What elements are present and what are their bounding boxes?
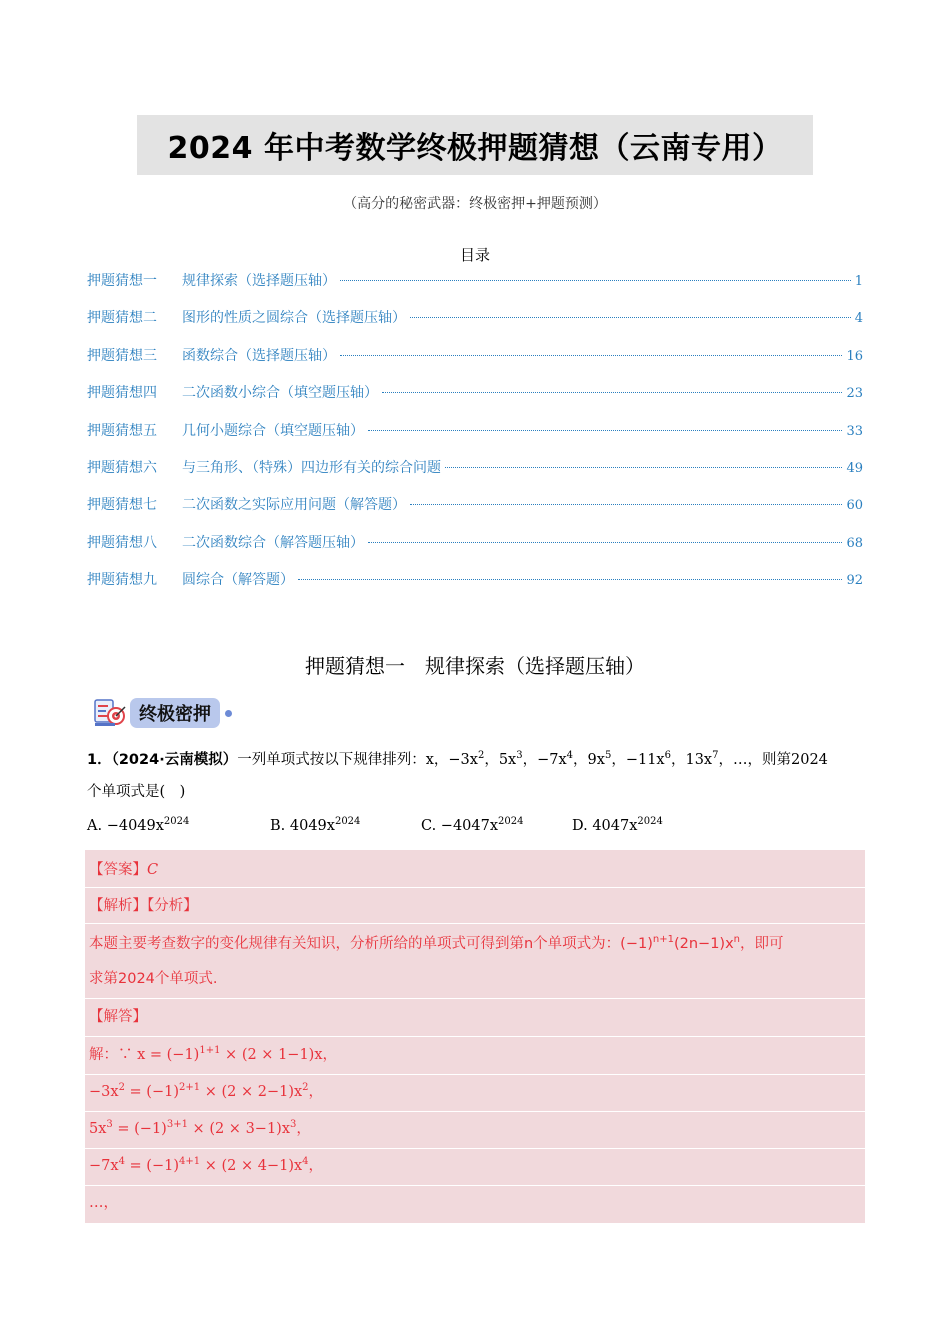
analysis-text-1 xyxy=(89,929,859,959)
term-text: ，…，则第2024 xyxy=(718,752,828,768)
exponent: 1+1 xyxy=(199,1045,221,1056)
badge-label-box xyxy=(130,698,220,728)
step-text: = (−1) xyxy=(124,1158,179,1174)
section-title: 押题猜想一 规律探索（选择题压轴） xyxy=(305,654,645,678)
toc-entry-8[interactable] xyxy=(87,532,863,569)
solution-ellipsis: …， xyxy=(89,1195,118,1211)
toc-entry-page: 4 xyxy=(854,311,863,327)
toc-entry-label: 几何小题综合（填空题压轴） xyxy=(182,422,364,439)
question-terms xyxy=(478,752,828,768)
target-board-icon xyxy=(93,696,127,730)
step-text: 解：∵ x = (−1) xyxy=(89,1047,200,1063)
step-term: −3x xyxy=(89,1084,119,1100)
divider xyxy=(85,1074,865,1075)
toc-entry-label: 二次函数之实际应用问题（解答题） xyxy=(182,497,406,514)
question-stem-end: 个单项式是( ) xyxy=(87,784,186,800)
toc-entry-number: 押题猜想一 xyxy=(87,273,157,289)
toc-leader-dots xyxy=(410,504,842,505)
exponent: 2024 xyxy=(334,816,361,827)
toc-entry-number: 押题猜想二 xyxy=(87,310,157,327)
exponent: 5 xyxy=(604,750,612,761)
step-term: 5x xyxy=(89,1121,107,1137)
option-d[interactable] xyxy=(572,818,663,834)
step-text: = (−1) xyxy=(112,1121,167,1137)
toc-leader-dots xyxy=(368,430,842,431)
option-label: C. −4047x xyxy=(421,818,499,834)
option-b[interactable] xyxy=(270,818,360,834)
exponent: 2024 xyxy=(163,816,190,827)
question-1 xyxy=(87,744,863,808)
document-title: 2024 年中考数学终极押题猜想（云南专用） xyxy=(167,131,783,166)
step-text: × (2 × 4−1)x xyxy=(200,1158,303,1174)
exponent: 3+1 xyxy=(166,1119,188,1130)
toc-leader-dots xyxy=(340,355,842,356)
analysis-part: 本题主要考查数字的变化规律有关知识，分析所给的单项式可得到第n个单项式为：(−1) xyxy=(89,936,653,952)
toc-entry-page: 92 xyxy=(846,573,863,589)
toc-entry-page: 23 xyxy=(846,386,863,402)
section-badge xyxy=(93,694,263,732)
toc-entry-number: 押题猜想六 xyxy=(87,459,157,476)
toc-entry-3[interactable] xyxy=(87,345,863,382)
exponent: 4+1 xyxy=(179,1156,201,1167)
answer-line xyxy=(89,855,859,885)
option-a[interactable] xyxy=(87,818,189,834)
toc-entry-1[interactable] xyxy=(87,270,863,307)
toc-entry-label: 图形的性质之圆综合（选择题压轴） xyxy=(182,310,406,327)
toc-entry-label: 圆综合（解答题） xyxy=(182,572,294,589)
divider xyxy=(85,923,865,924)
question-number: 1． xyxy=(87,752,112,768)
toc-heading: 目录 xyxy=(459,246,490,264)
exponent: 3 xyxy=(290,1119,297,1130)
question-stem: 一列单项式按以下规律排列：x，−3x xyxy=(237,752,478,768)
exponent: 4 xyxy=(566,750,574,761)
toc-leader-dots xyxy=(382,392,842,393)
step-text: = (−1) xyxy=(124,1084,179,1100)
step-text: × (2 × 1−1)x， xyxy=(220,1047,338,1063)
term-text: ，13x xyxy=(670,752,713,768)
toc-entry-label: 二次函数小综合（填空题压轴） xyxy=(182,385,378,402)
toc-entry-page: 1 xyxy=(854,274,863,289)
exponent: 2 xyxy=(477,750,485,761)
toc-entry-number: 押题猜想五 xyxy=(87,422,157,439)
toc-entry-2[interactable] xyxy=(87,307,863,344)
option-c[interactable] xyxy=(421,818,523,834)
toc-entry-number: 押题猜想三 xyxy=(87,347,157,364)
toc-leader-dots xyxy=(368,542,842,543)
analysis-part: ，即可 xyxy=(740,936,784,952)
toc-entry-7[interactable] xyxy=(87,494,863,531)
document-subtitle: （高分的秘密武器：终极密押+押题预测） xyxy=(343,196,607,212)
exponent: 4 xyxy=(118,1156,125,1167)
exponent: 2+1 xyxy=(179,1082,201,1093)
toc-entry-label: 函数综合（选择题压轴） xyxy=(182,347,336,364)
exponent: 2 xyxy=(118,1082,125,1093)
step-text: ， xyxy=(296,1121,311,1137)
toc-entry-number: 押题猜想七 xyxy=(87,497,157,514)
exponent: n+1 xyxy=(652,934,674,945)
toc-entry-4[interactable] xyxy=(87,382,863,419)
toc-entry-5[interactable] xyxy=(87,420,863,457)
toc-entry-number: 押题猜想四 xyxy=(87,385,157,402)
toc-entry-number: 押题猜想八 xyxy=(87,534,157,551)
step-text: × (2 × 3−1)x xyxy=(187,1121,291,1137)
table-of-contents xyxy=(87,270,863,607)
solution-step-2 xyxy=(89,1077,859,1107)
term-text: ，5x xyxy=(484,752,517,768)
toc-entry-page: 16 xyxy=(846,348,863,364)
divider xyxy=(85,998,865,999)
divider xyxy=(85,1036,865,1037)
divider xyxy=(85,1148,865,1149)
solution-step-1 xyxy=(89,1040,859,1070)
question-source: （2024·云南模拟） xyxy=(111,752,238,768)
toc-entry-9[interactable] xyxy=(87,569,863,606)
toc-leader-dots xyxy=(410,317,851,318)
exponent: 4 xyxy=(302,1156,309,1167)
toc-entry-label: 与三角形、（特殊）四边形有关的综合问题 xyxy=(182,459,441,476)
option-label: A. −4049x xyxy=(87,818,164,834)
analysis-text-2: 求第2024个单项式. xyxy=(89,971,218,987)
analysis-tag: 【解析】【分析】 xyxy=(89,898,198,914)
solution-step-4 xyxy=(89,1151,859,1181)
toc-entry-6[interactable] xyxy=(87,457,863,494)
exponent: 2 xyxy=(302,1082,309,1093)
toc-entry-page: 33 xyxy=(846,423,863,439)
toc-entry-label: 规律探索（选择题压轴） xyxy=(182,273,336,289)
badge-dot xyxy=(225,710,232,717)
divider xyxy=(85,1111,865,1112)
answer-value: C xyxy=(147,862,159,878)
step-term: −7x xyxy=(89,1158,119,1174)
badge-label: 终极密押 xyxy=(139,704,211,725)
toc-leader-dots xyxy=(340,280,851,281)
toc-leader-dots xyxy=(298,579,842,580)
answer-tag: 【答案】 xyxy=(89,862,147,878)
exponent: 3 xyxy=(516,750,523,761)
solution-tag: 【解答】 xyxy=(89,1009,147,1025)
exponent: 6 xyxy=(664,750,671,761)
step-text: ， xyxy=(308,1158,324,1174)
toc-entry-page: 68 xyxy=(846,535,863,551)
step-text: ， xyxy=(308,1084,324,1100)
solution-step-3 xyxy=(89,1114,859,1144)
exponent: n xyxy=(733,934,741,945)
toc-entry-page: 60 xyxy=(846,498,863,514)
option-label: D. 4047x xyxy=(572,818,638,834)
term-text: ，−7x xyxy=(522,752,567,768)
toc-leader-dots xyxy=(445,467,842,468)
divider xyxy=(85,1185,865,1186)
answer-panel xyxy=(85,850,865,1223)
toc-entry-number: 押题猜想九 xyxy=(87,572,157,589)
toc-entry-page: 49 xyxy=(846,460,863,476)
exponent: 2024 xyxy=(637,816,663,827)
exponent: 7 xyxy=(712,750,719,761)
divider xyxy=(85,887,865,888)
title-banner xyxy=(137,115,813,175)
term-text: ，9x xyxy=(573,752,605,768)
term-text: ，−11x xyxy=(611,752,665,768)
analysis-part: (2n−1)x xyxy=(673,936,734,952)
step-text: × (2 × 2−1)x xyxy=(200,1084,303,1100)
toc-entry-label: 二次函数综合（解答题压轴） xyxy=(182,534,364,551)
exponent: 2024 xyxy=(498,816,524,827)
option-label: B. 4049x xyxy=(270,818,335,834)
exponent: 3 xyxy=(106,1119,113,1130)
